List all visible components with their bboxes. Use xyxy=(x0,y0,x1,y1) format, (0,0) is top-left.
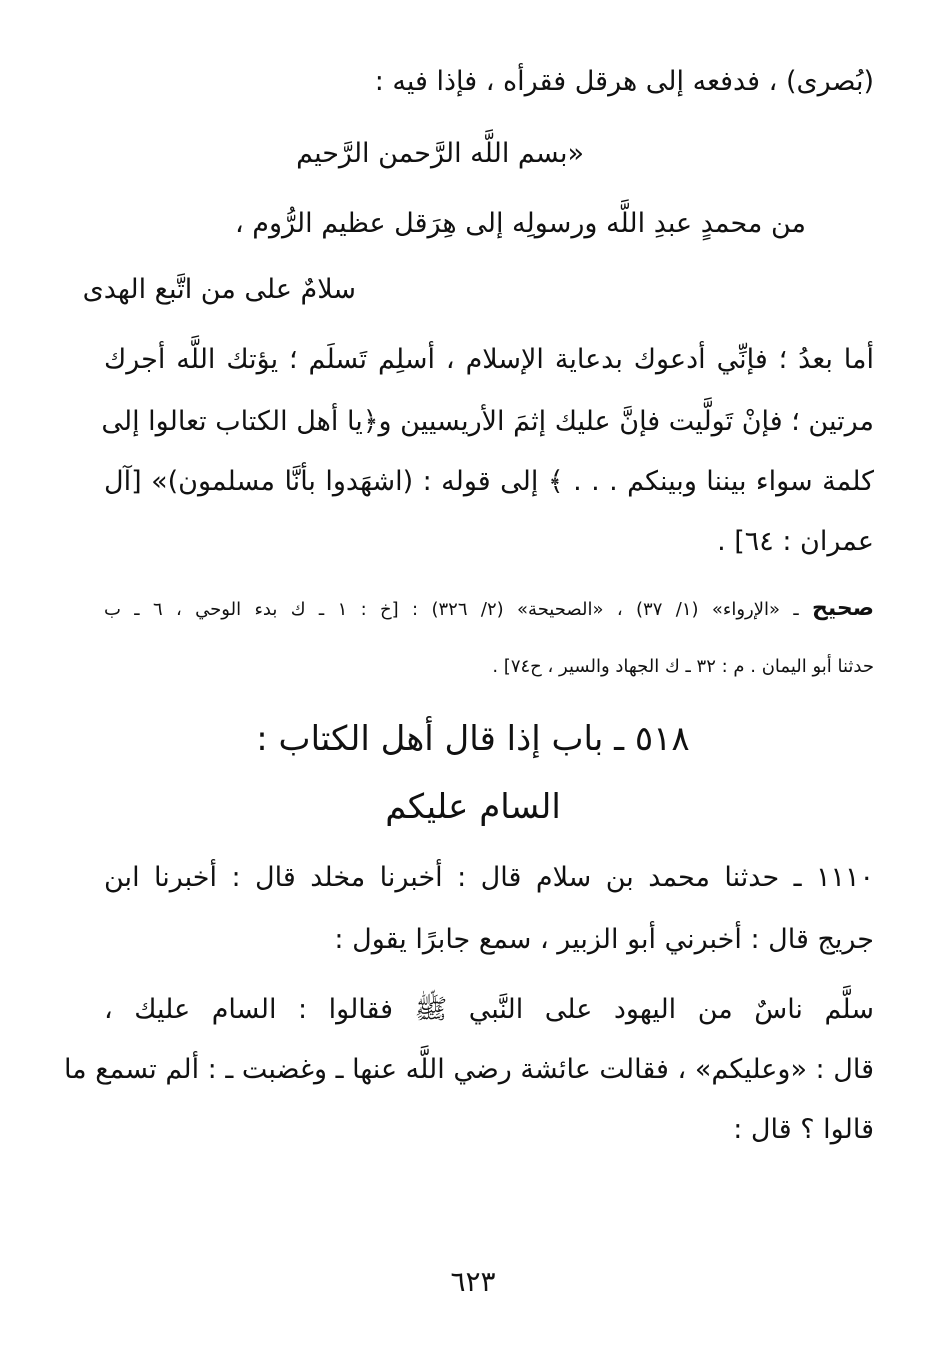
letter-paragraph-line: كلمة سواء بيننا وبينكم . . . ﴾ إلى قوله : (اشهَدوا بأنَّا مسلمون)» [آل xyxy=(104,466,874,497)
letter-paragraph-line: عمران : ٦٤] . xyxy=(717,526,874,557)
chapter-subtitle: السام عليكم xyxy=(385,787,561,827)
takhrij-line xyxy=(104,594,874,625)
letter-sender-line: من محمدٍ عبدِ اللَّه ورسولِه إلى هِرَقل عظيم الرُّوم ، xyxy=(234,208,806,239)
page-number: ٦٢٣ xyxy=(450,1265,496,1298)
letter-paragraph-line: مرتين ؛ فإنْ تَولَّيت فإنَّ عليك إثمَ الأريسيين و﴿يا أهل الكتاب تعالوا إلى xyxy=(101,406,874,437)
narrative-line: (بُصرى) ، فدفعه إلى هرقل فقرأه ، فإذا فيه : xyxy=(374,66,874,97)
hadith-grade: صحيح xyxy=(812,596,874,621)
letter-basmala: «بسم اللَّه الرَّحمن الرَّحيم xyxy=(296,138,584,169)
hadith-isnad-line: ١١١٠ ـ حدثنا محمد بن سلام قال : أخبرنا مخلد قال : أخبرنا ابن xyxy=(104,862,874,893)
takhrij-text: ـ «الإرواء» (١/ ٣٧) ، «الصحيحة» (٢/ ٣٢٦) : [خ : ١ ـ ك بدء الوحي ، ٦ ـ ب xyxy=(104,599,799,620)
hadith-matn-line: قالوا ؟ قال : xyxy=(733,1114,874,1145)
hadith-isnad-line: جريج قال : أخبرني أبو الزبير ، سمع جابرًا يقول : xyxy=(334,924,874,955)
letter-salam-line: سلامٌ على من اتَّبع الهدى xyxy=(82,274,356,305)
takhrij-line: حدثنا أبو اليمان . م : ٣٢ ـ ك الجهاد والسير ، ح٧٤] . xyxy=(492,656,874,677)
chapter-title: ٥١٨ ـ باب إذا قال أهل الكتاب : xyxy=(256,719,690,759)
letter-paragraph-line: أما بعدُ ؛ فإنِّي أدعوك بدعاية الإسلام ، أسلِم تَسلَم ؛ يؤتك اللَّه أجرك xyxy=(104,344,874,375)
hadith-matn-line: سلَّم ناسٌ من اليهود على النَّبي ﷺ فقالوا : السام عليك ، xyxy=(104,994,874,1025)
hadith-matn-line: قال : «وعليكم» ، فقالت عائشة رضي اللَّه عنها ـ وغضبت ـ : ألم تسمع ما xyxy=(63,1054,874,1085)
